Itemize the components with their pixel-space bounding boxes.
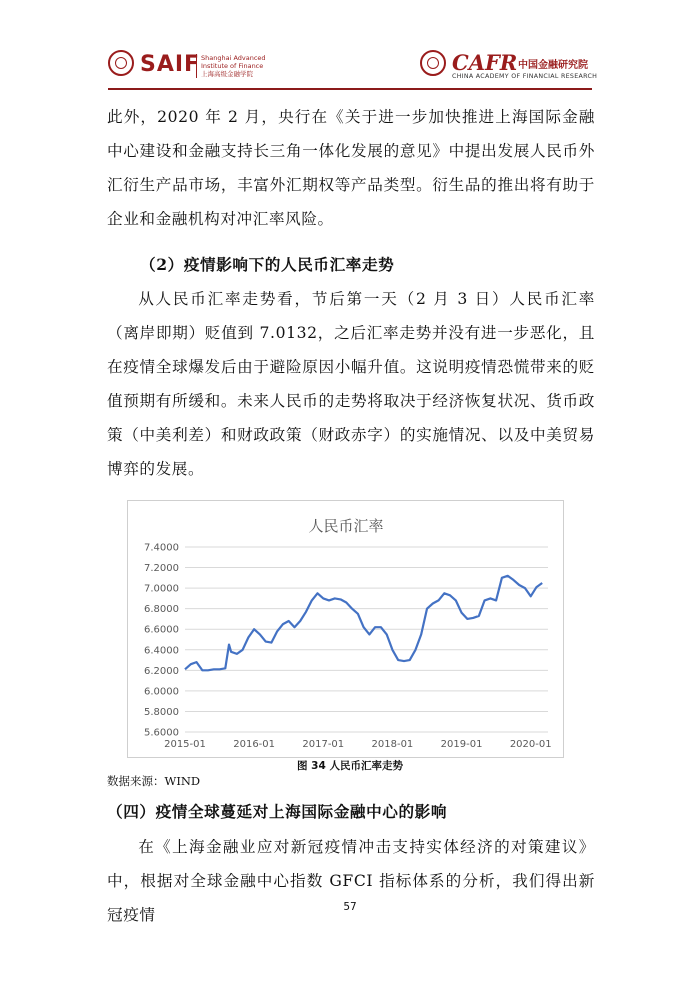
paragraph-1: 此外，2020 年 2 月，央行在《关于进一步加快推进上海国际金融中心建设和金融支持长三角一体化发展的意见》中提出发展人民币外汇衍生产品市场，丰富外汇期权等产品类型。衍生品的推出将有助于企业和金融机构对冲汇率风险。 — [107, 108, 595, 228]
saif-seal-icon — [108, 50, 134, 76]
x-tick-label: 2015-01 — [164, 739, 206, 750]
y-tick-label: 7.4000 — [144, 542, 179, 554]
saif-sub-line-3: 上海高级金融学院 — [201, 70, 253, 78]
y-tick-label: 6.2000 — [144, 665, 179, 677]
paragraph-2: 从人民币汇率走势看，节后第一天（2 月 3 日）人民币汇率（离岸即期）贬值到 7.0132，之后汇率走势并没有进一步恶化，且在疫情全球爆发后由于避险原因小幅升值。这说明疫情恐慌带来的贬值预期有所缓和。未来人民币的走势将取决于经济恢复状况、货币政策（中美利差）和财政政策（财政赤字）的实施情况、以及中美贸易博弈的发展。 — [107, 290, 595, 478]
cafr-logo-cn: 中国金融研究院 — [518, 60, 588, 71]
saif-logo — [108, 50, 288, 84]
chart-svg — [128, 501, 565, 759]
y-tick-label: 6.4000 — [144, 645, 179, 657]
series-line — [185, 576, 542, 671]
x-tick-label: 2019-01 — [440, 739, 483, 750]
data-source: 数据来源：WIND — [107, 774, 201, 788]
y-tick-label: 6.8000 — [144, 604, 179, 616]
y-tick-label: 5.8000 — [144, 706, 179, 718]
cafr-logo-en: CHINA ACADEMY OF FINANCIAL RESEARCH — [452, 73, 598, 80]
x-tick-label: 2016-01 — [233, 739, 276, 750]
x-tick-label: 2017-01 — [302, 739, 345, 750]
section-heading-2: （2）疫情影响下的人民币汇率走势 — [140, 255, 395, 274]
header-rule — [108, 88, 592, 90]
cafr-seal-icon — [420, 50, 446, 76]
saif-sub-line-1: Shanghai Advanced — [201, 54, 266, 62]
cafr-logo-text: CAFR — [452, 50, 518, 75]
y-tick-label: 6.0000 — [144, 686, 179, 698]
page-number: 57 — [343, 901, 357, 913]
x-tick-label: 2020-01 — [509, 739, 552, 750]
paragraph-3: 在《上海金融业应对新冠疫情冲击支持实体经济的对策建议》中，根据对全球金融中心指数 GFCI 指标体系的分析，我们得出新冠疫情 — [107, 838, 595, 924]
saif-logo-subtitle — [196, 54, 266, 78]
saif-logo-text: SAIF — [140, 52, 201, 77]
saif-sub-line-2: Institute of Finance — [201, 62, 264, 70]
y-tick-label: 7.2000 — [144, 563, 179, 575]
y-tick-label: 6.6000 — [144, 624, 179, 636]
cafr-logo — [420, 50, 620, 84]
chart-title: 人民币汇率 — [308, 517, 384, 535]
y-tick-label: 7.0000 — [144, 583, 179, 595]
page-header — [0, 0, 700, 92]
y-tick-label: 5.6000 — [144, 727, 179, 739]
section-heading-3: （四）疫情全球蔓延对上海国际金融中心的影响 — [107, 802, 448, 821]
figure-caption: 图 34 人民币汇率走势 — [297, 760, 403, 772]
rmb-exchange-rate-chart — [127, 500, 564, 758]
x-tick-label: 2018-01 — [371, 739, 414, 750]
